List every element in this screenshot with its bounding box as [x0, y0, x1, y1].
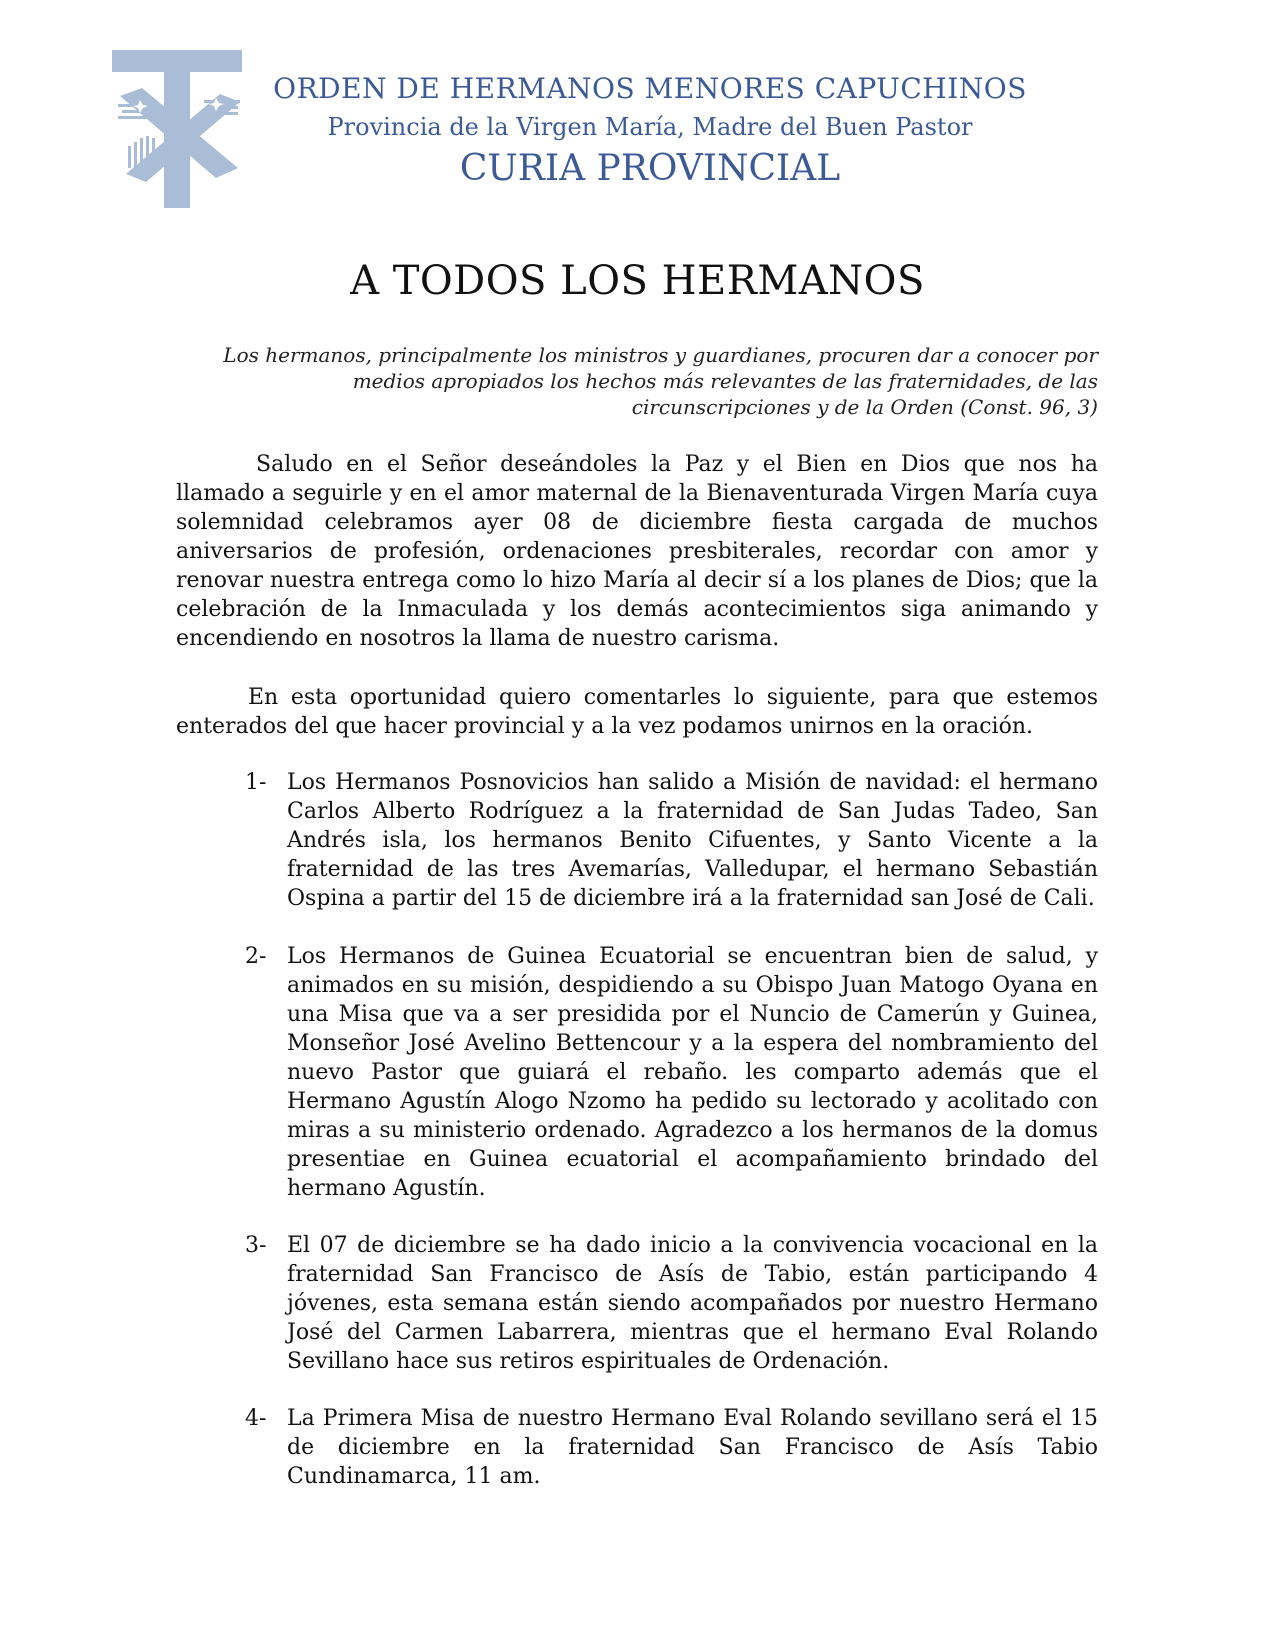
letter-title: A TODOS LOS HERMANOS [350, 258, 925, 304]
epigraph-quote: Los hermanos, principalmente los ministros y guardianes, procuren dar a conocer por medios apropiados los hechos más relevantes de las fraternidades, de las circunscripciones y de la Orden (Const. 96, 3) [223, 343, 1098, 419]
letterhead [270, 72, 1030, 192]
news-list-item-2 [245, 942, 1098, 1203]
greeting-paragraph: Saludo en el Señor deseándoles la Paz y el Bien en Dios que nos ha llamado a seguirle y en el amor maternal de la Bienaventurada Virgen María cuya solemnidad celebramos ayer 08 de diciembre fiesta cargada de muchos aniversarios de profesión, ordenaciones presbiterales, recordar con amor y renovar nuestra entrega como lo hizo María al decir sí a los planes de Dios; que la celebración de la Inmaculada y los demás acontecimientos siga animando y encendiendo en nosotros la llama de nuestro carisma. [176, 452, 1098, 651]
item-number: 4- [245, 1406, 267, 1431]
item-text: El 07 de diciembre se ha dado inicio a la convivencia vocacional en la fraternidad San Francisco de Asís de Tabio, están participando 4 jóvenes, esta semana están siendo acompañados por nuestro Hermano José del Carmen Labarrera, mientras que el hermano Eval Rolando Sevillano hace sus retiros espirituales de Ordenación. [287, 1233, 1098, 1374]
news-list-item-1 [245, 768, 1098, 913]
item-text: La Primera Misa de nuestro Hermano Eval Rolando sevillano será el 15 de diciembre en la fraternidad San Francisco de Asís Tabio Cundinamarca, 11 am. [287, 1406, 1098, 1489]
capuchin-tau-cross-logo-icon [112, 50, 250, 208]
list-item [245, 942, 1098, 1203]
item-number: 3- [245, 1233, 267, 1258]
news-list-item-3 [245, 1231, 1098, 1376]
item-text: Los Hermanos Posnovicios han salido a Misión de navidad: el hermano Carlos Alberto Rodríguez a la fraternidad de San Judas Tadeo, San Andrés isla, los hermanos Benito Cifuentes, y Santo Vicente a la fraternidad de las tres Avemarías, Valledupar, el hermano Sebastián Ospina a partir del 15 de diciembre irá a la fraternidad san José de Cali. [287, 770, 1098, 911]
list-item [245, 1231, 1098, 1376]
item-text: Los Hermanos de Guinea Ecuatorial se encuentran bien de salud, y animados en su misión, despidiendo a su Obispo Juan Matogo Oyana en una Misa que va a ser presidida por el Nuncio de Camerún y Guinea, Monseñor José Avelino Bettencour y a la espera del nombramiento del nuevo Pastor que guiará el rebaño. les comparto además que el Hermano Agustín Alogo Nzomo ha pedido su lectorado y acolitado con miras a su ministerio ordenado. Agradezco a los hermanos de la domus presentiae en Guinea ecuatorial el acompañamiento brindado del hermano Agustín. [287, 944, 1098, 1201]
intro-paragraph: En esta oportunidad quiero comentarles lo siguiente, para que estemos enterados del que hacer provincial y a la vez podamos unirnos en la oración. [176, 685, 1098, 739]
order-name: ORDEN DE HERMANOS MENORES CAPUCHINOS [273, 72, 1027, 105]
list-item [245, 768, 1098, 913]
province-name: Provincia de la Virgen María, Madre del Buen Pastor [327, 113, 973, 141]
item-number: 2- [245, 944, 267, 969]
news-list-item-4 [245, 1404, 1098, 1491]
item-number: 1- [245, 770, 267, 795]
curia-name: CURIA PROVINCIAL [459, 148, 841, 189]
list-item [245, 1404, 1098, 1491]
